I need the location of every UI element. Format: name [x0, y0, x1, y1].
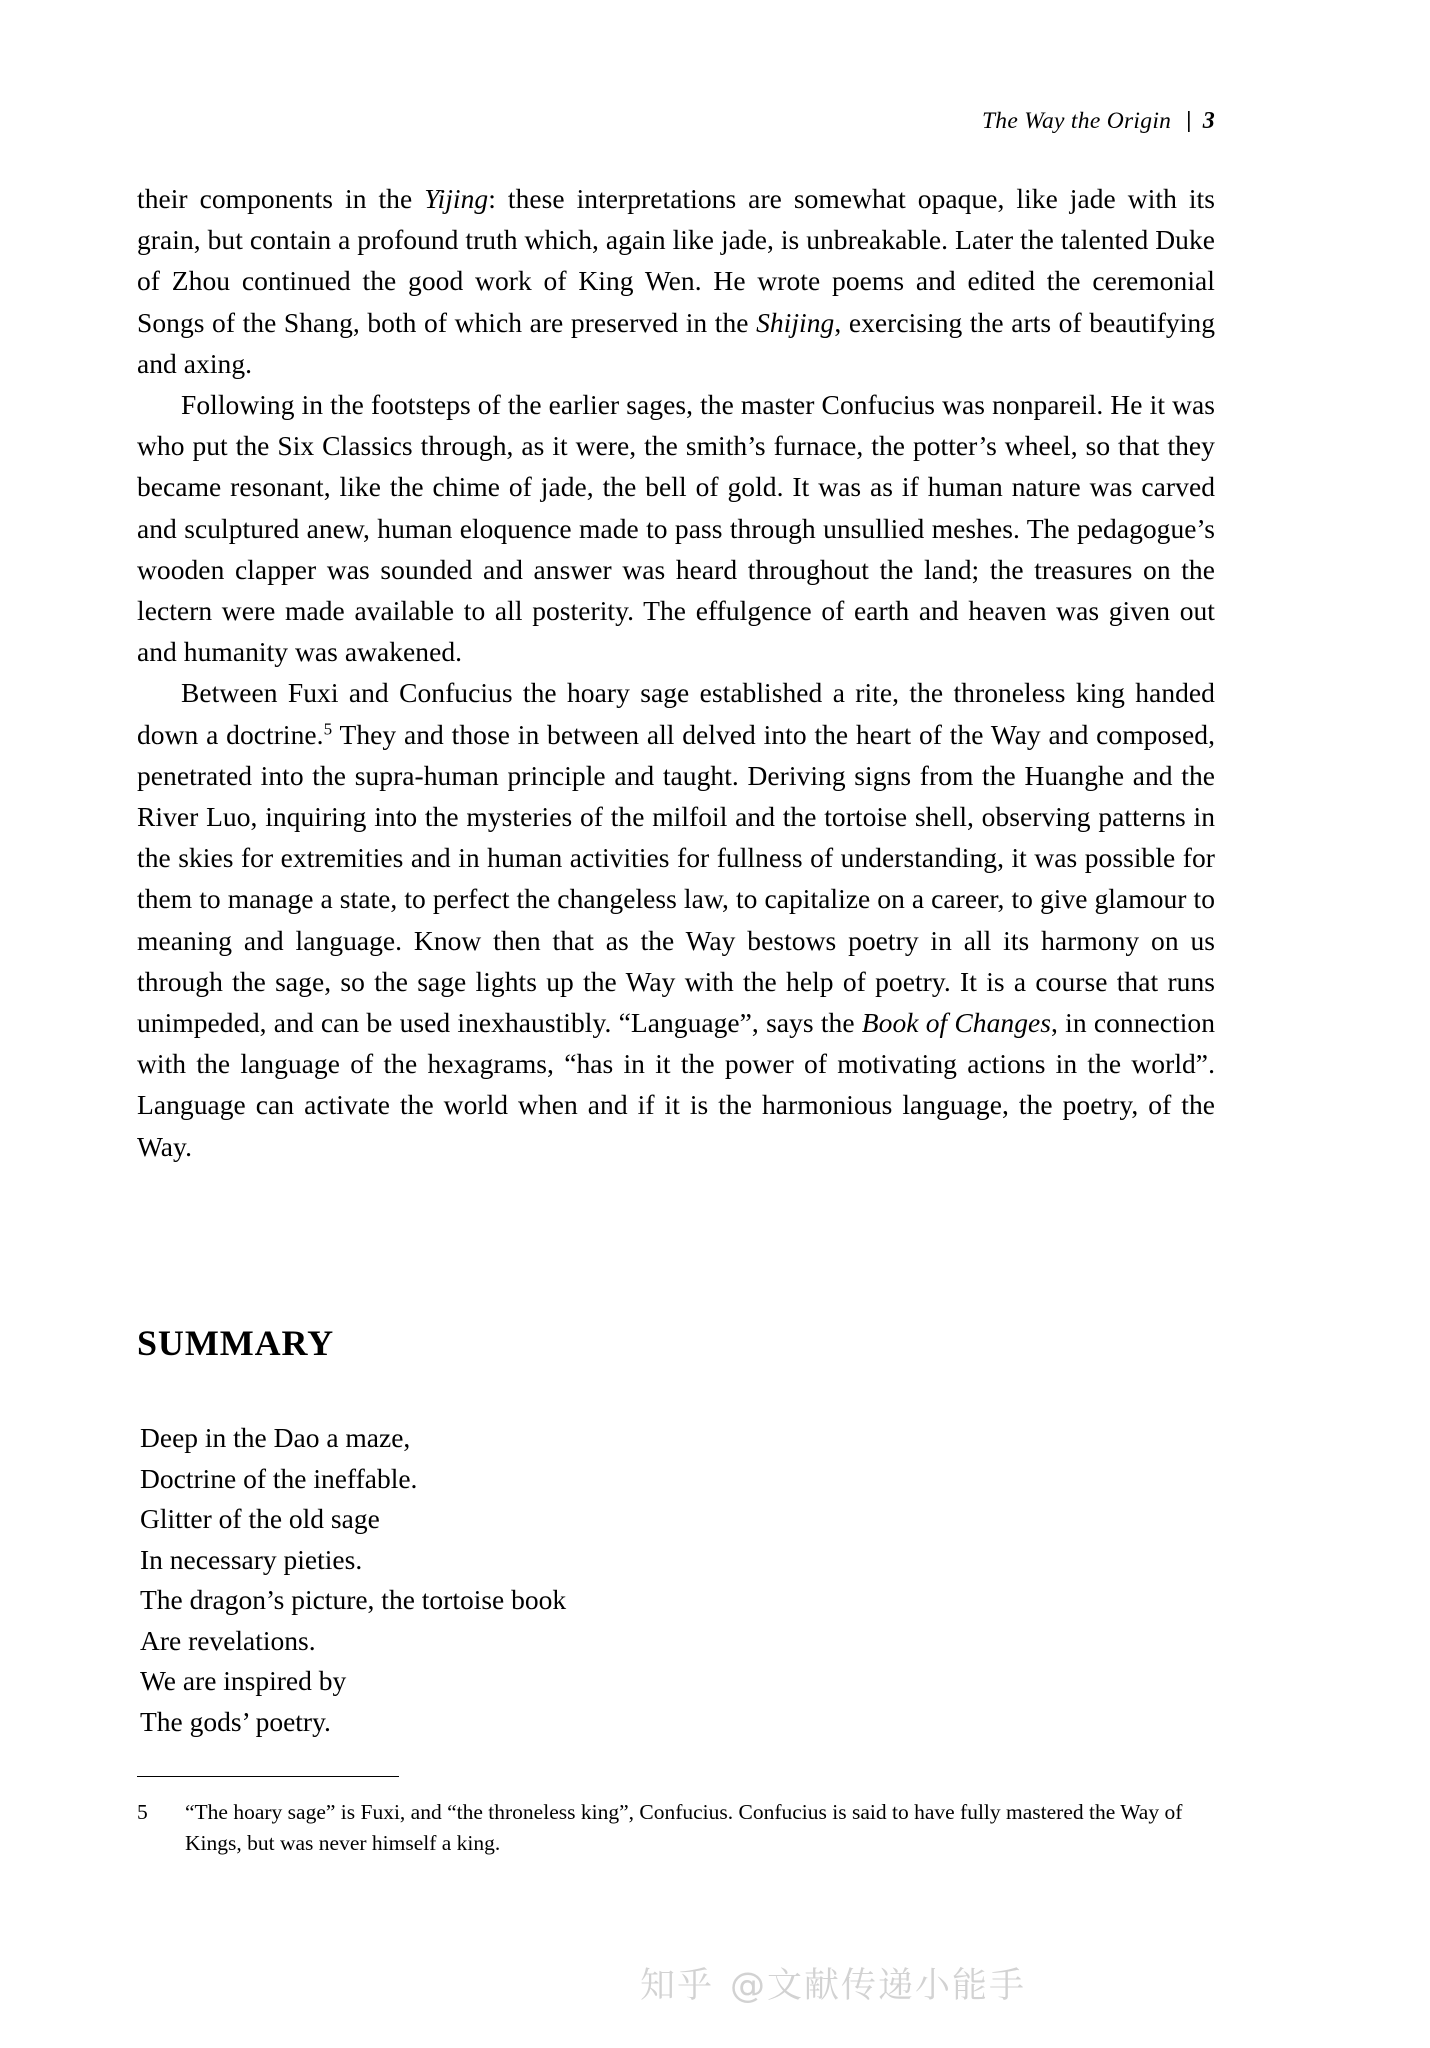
paragraph-2: Following in the footsteps of the earlier sages, the master Confucius was nonpareil. He it was who put the Six Classics through, as it were, the smith’s furnace, the potter’s wheel, so that they became resonant, like the chime of jade, the bell of gold. It was as if human nature was carved and sculptured anew, human eloquence made to pass through unsullied meshes. The pedagogue’s wooden clapper was sounded and answer was heard throughout the land; the treasures on the lectern were made available to all posterity. The effulgence of earth and heaven was given out and humanity was awakened. [137, 389, 1215, 668]
poem-line: In necessary pieties. [140, 1543, 363, 1575]
footnote-number: 5 [137, 1800, 148, 1824]
paragraph-3: Between Fuxi and Confucius the hoary sage established a rite, the throneless king handed down a doctrine.$^5$ They and those in between all delved into the heart of the Way and composed, penetrated into the supra-human principle and taught. Deriving signs from the Huanghe and the River Luo, inquiring into the mysteries of the milfoil and the tortoise shell, observing patterns in the skies for extremities and in human activities for fullness of understanding, it was possible for them to manage a state, to perfect the changeless law, to capitalize on a career, to give glamour to meaning and language. Know then that as the Way bestows poetry in all its harmony on us through the sage, so the sage lights up the Way with the help of poetry. It is a course that runs unimpeded, and can be used inexhaustibly. “Language”, says the Book of Changes, in connection with the language of the hexagrams, “has in it the power of motivating actions in the world”. Language can activate the world when and if it is the harmonious language, the poetry, of the Way. [137, 677, 1216, 1162]
summary-poem [140, 1418, 566, 1742]
watermark-handle: @文献传递小能手 [730, 1966, 1027, 2006]
poem-line: Deep in the Dao a maze, [140, 1422, 411, 1453]
footnote-text: “The hoary sage” is Fuxi, and “the throneless king”, Confucius. Confucius is said to have fully mastered the Way of Kings, but was never himself a king. [185, 1800, 1183, 1855]
watermark [0, 1958, 1430, 2008]
summary-heading: SUMMARY [137, 1323, 335, 1363]
poem-line: Doctrine of the ineffable. [140, 1462, 418, 1494]
body-text [137, 178, 1215, 1167]
running-head-title: The Way the Origin [981, 108, 1172, 134]
running-head-separator: | [1186, 107, 1192, 133]
poem-line: The gods’ poetry. [140, 1705, 331, 1737]
running-head [135, 108, 1215, 135]
poem-line: Glitter of the old sage [140, 1503, 380, 1534]
page-number: 3 [1202, 108, 1215, 134]
zhihu-logo-text: 知乎 [639, 1966, 714, 2006]
paragraph-1: their components in the Yijing: these interpretations are somewhat opaque, like jade with its grain, but contain a profound truth which, again like jade, is unbreakable. Later the talented Duke of Zhou continued the good work of King Wen. He wrote poems and edited the ceremonial Songs of the Shang, both of which are preserved in the Shijing, exercising the arts of beautifying and axing. [137, 183, 1215, 379]
poem-line: The dragon’s picture, the tortoise book [140, 1584, 567, 1615]
poem-line: We are inspired by [140, 1665, 347, 1696]
poem-line: Are revelations. [140, 1624, 316, 1656]
footnote-5 [137, 1797, 1215, 1859]
footnote-separator-rule [137, 1776, 399, 1777]
